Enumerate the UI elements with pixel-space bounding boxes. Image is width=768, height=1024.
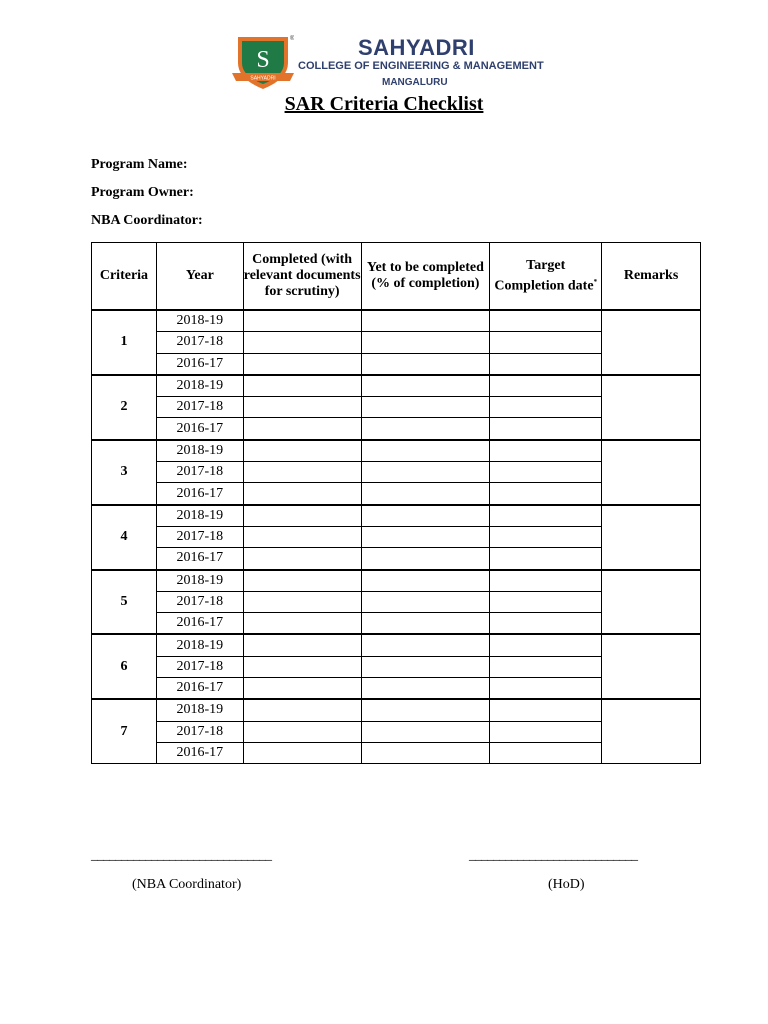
remarks-cell	[602, 570, 701, 635]
yet-to-complete-cell	[361, 375, 490, 397]
criteria-cell: 6	[92, 634, 157, 699]
remarks-cell	[602, 699, 701, 763]
table-row	[92, 570, 701, 592]
table-row	[92, 310, 701, 332]
criteria-cell: 1	[92, 310, 157, 375]
remarks-cell	[602, 440, 701, 505]
yet-to-complete-cell	[361, 678, 490, 700]
year-column-header: Year	[156, 243, 243, 311]
hod-signature-label: (HoD)	[548, 877, 585, 892]
yet-to-complete-cell	[361, 526, 490, 547]
completed-cell	[243, 721, 361, 742]
criteria-cell: 5	[92, 570, 157, 635]
completed-column-header: Completed (with relevant documents for scrutiny)	[243, 243, 361, 311]
yet-to-complete-cell	[361, 418, 490, 440]
completed-cell	[243, 742, 361, 763]
table-header-row	[92, 243, 701, 311]
document-title: SAR Criteria Checklist	[284, 93, 484, 115]
target-date-cell	[490, 440, 602, 462]
remarks-cell	[602, 375, 701, 440]
completed-cell	[243, 613, 361, 635]
target-date-cell	[490, 656, 602, 677]
target-date-cell	[490, 570, 602, 592]
year-cell: 2018-19	[156, 634, 243, 656]
year-cell: 2016-17	[156, 613, 243, 635]
yet-to-complete-cell	[361, 353, 490, 375]
target-date-cell	[490, 483, 602, 505]
remarks-cell	[602, 310, 701, 375]
completed-cell	[243, 332, 361, 353]
year-cell: 2017-18	[156, 721, 243, 742]
year-cell: 2017-18	[156, 462, 243, 483]
target-date-cell	[490, 505, 602, 527]
yet-to-complete-cell	[361, 742, 490, 763]
yet-to-complete-column-header: Yet to be completed (% of completion)	[361, 243, 490, 311]
criteria-cell: 2	[92, 375, 157, 440]
criteria-checklist-table	[91, 242, 701, 764]
target-date-cell	[490, 721, 602, 742]
yet-to-complete-cell	[361, 656, 490, 677]
target-date-cell	[490, 375, 602, 397]
completed-cell	[243, 375, 361, 397]
target-date-cell	[490, 678, 602, 700]
completed-cell	[243, 634, 361, 656]
target-date-cell	[490, 462, 602, 483]
year-cell: 2017-18	[156, 591, 243, 612]
year-cell: 2018-19	[156, 440, 243, 462]
criteria-column-header: Criteria	[92, 243, 157, 311]
target-date-marker: *	[593, 277, 598, 286]
yet-to-complete-cell	[361, 721, 490, 742]
remarks-cell	[602, 505, 701, 570]
college-subtitle: COLLEGE OF ENGINEERING & MANAGEMENT	[298, 60, 544, 72]
completed-cell	[243, 548, 361, 570]
yet-to-complete-cell	[361, 462, 490, 483]
completed-cell	[243, 397, 361, 418]
yet-to-complete-cell	[361, 483, 490, 505]
table-row	[92, 699, 701, 721]
completed-cell	[243, 353, 361, 375]
year-cell: 2016-17	[156, 483, 243, 505]
yet-to-complete-cell	[361, 397, 490, 418]
year-cell: 2017-18	[156, 397, 243, 418]
year-cell: 2017-18	[156, 656, 243, 677]
target-date-cell	[490, 742, 602, 763]
year-cell: 2016-17	[156, 742, 243, 763]
year-cell: 2018-19	[156, 699, 243, 721]
completed-cell	[243, 699, 361, 721]
hod-signature-line: ____________________________	[469, 848, 637, 863]
target-date-cell	[490, 310, 602, 332]
target-date-cell	[490, 353, 602, 375]
yet-to-complete-cell	[361, 591, 490, 612]
college-city: MANGALURU	[382, 77, 448, 88]
year-cell: 2017-18	[156, 526, 243, 547]
year-cell: 2018-19	[156, 505, 243, 527]
remarks-cell	[602, 634, 701, 699]
completed-cell	[243, 418, 361, 440]
yet-to-complete-cell	[361, 505, 490, 527]
target-date-cell	[490, 699, 602, 721]
year-cell: 2017-18	[156, 332, 243, 353]
year-cell: 2018-19	[156, 310, 243, 332]
yet-to-complete-cell	[361, 634, 490, 656]
table-row	[92, 634, 701, 656]
table-row	[92, 505, 701, 527]
target-date-cell	[490, 332, 602, 353]
logo-ribbon-text: SAHYADRI	[250, 75, 276, 82]
yet-to-complete-cell	[361, 548, 490, 570]
yet-to-complete-cell	[361, 440, 490, 462]
program-name-label: Program Name:	[91, 157, 188, 172]
coordinator-signature-line: ______________________________	[91, 848, 271, 863]
target-date-cell	[490, 548, 602, 570]
completed-cell	[243, 483, 361, 505]
target-date-cell	[490, 526, 602, 547]
college-shield-icon	[232, 33, 294, 91]
year-cell: 2016-17	[156, 353, 243, 375]
year-cell: 2016-17	[156, 678, 243, 700]
table-row	[92, 440, 701, 462]
completed-cell	[243, 462, 361, 483]
coordinator-signature-label: (NBA Coordinator)	[132, 877, 242, 892]
criteria-cell: 3	[92, 440, 157, 505]
yet-to-complete-cell	[361, 332, 490, 353]
target-date-cell	[490, 418, 602, 440]
year-cell: 2018-19	[156, 375, 243, 397]
completed-cell	[243, 505, 361, 527]
year-cell: 2018-19	[156, 570, 243, 592]
nba-coordinator-label: NBA Coordinator:	[91, 213, 203, 228]
target-date-column-header	[490, 243, 602, 311]
completed-cell	[243, 526, 361, 547]
yet-to-complete-cell	[361, 699, 490, 721]
target-date-cell	[490, 397, 602, 418]
completed-cell	[243, 440, 361, 462]
completed-cell	[243, 570, 361, 592]
year-cell: 2016-17	[156, 548, 243, 570]
registered-mark: ®	[290, 36, 294, 42]
program-owner-label: Program Owner:	[91, 185, 194, 200]
college-logo-block	[232, 33, 552, 93]
criteria-cell: 4	[92, 505, 157, 570]
yet-to-complete-cell	[361, 570, 490, 592]
checklist-body	[92, 310, 701, 764]
completed-cell	[243, 678, 361, 700]
logo-letter: S	[256, 47, 270, 73]
completed-cell	[243, 591, 361, 612]
remarks-column-header: Remarks	[602, 243, 701, 311]
criteria-cell: 7	[92, 699, 157, 763]
college-name: SAHYADRI	[358, 35, 475, 60]
target-date-cell	[490, 634, 602, 656]
yet-to-complete-cell	[361, 310, 490, 332]
table-row	[92, 375, 701, 397]
yet-to-complete-cell	[361, 613, 490, 635]
completed-cell	[243, 656, 361, 677]
target-date-cell	[490, 613, 602, 635]
completed-cell	[243, 310, 361, 332]
target-date-label: Target Completion date	[494, 257, 594, 294]
target-date-cell	[490, 591, 602, 612]
year-cell: 2016-17	[156, 418, 243, 440]
